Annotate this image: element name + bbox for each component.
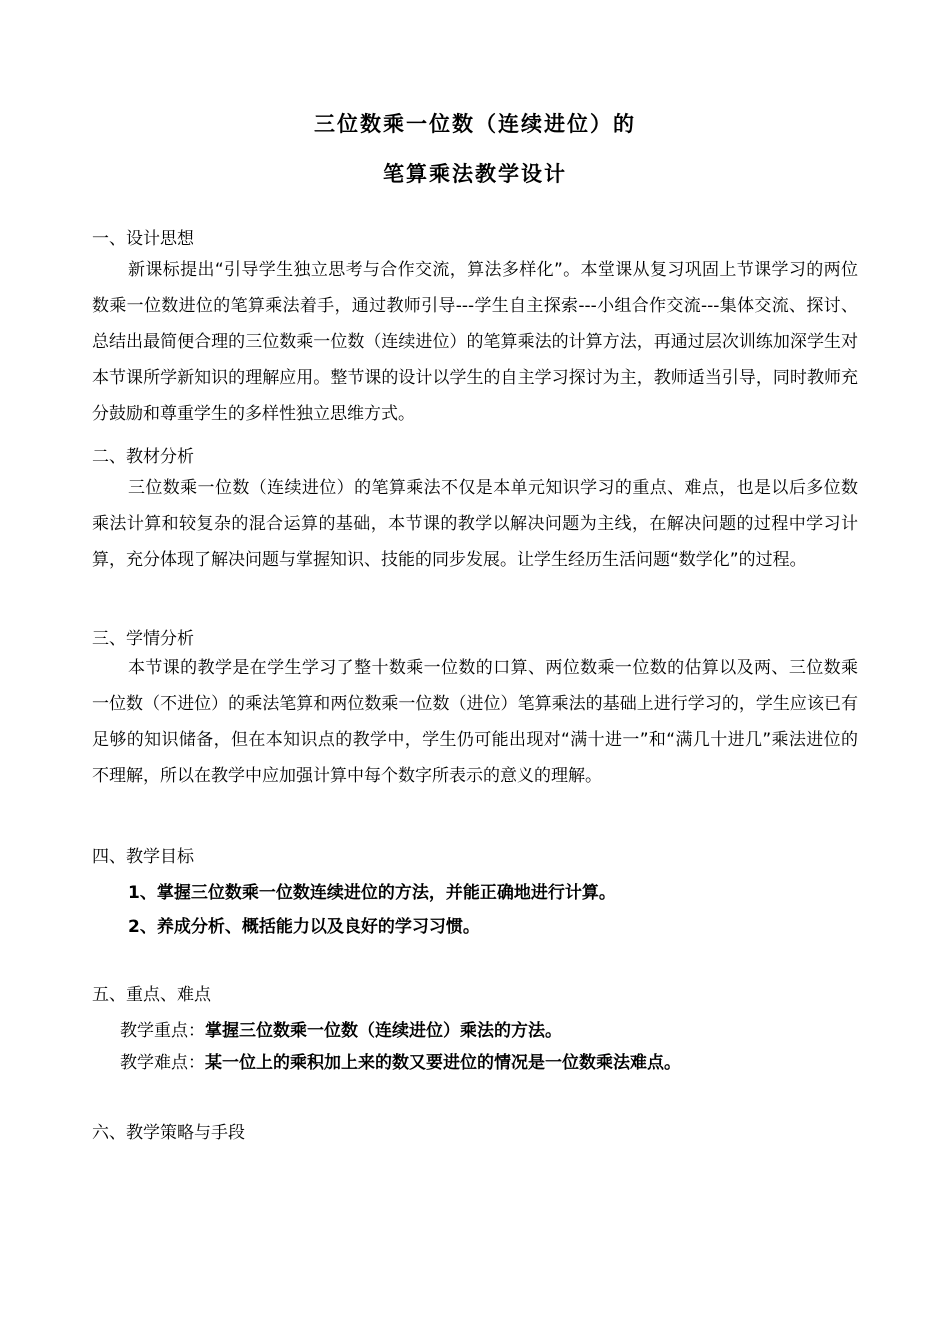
document-title-line2: 笔算乘法教学设计 — [383, 161, 567, 186]
section-paragraph-design-idea: 新课标提出“引导学生独立思考与合作交流，算法多样化”。本堂课从复习巩固上节课学习的两位数乘一位数进位的笔算乘法着手，通过教师引导---学生自主探索---小组合作交流---集体交流、探讨、总结出最简便合理的三位数乘一位数（连续进位）的笔算乘法的计算方法，再通过层次训练加深学生对本节课所学新知识的理解应用。整节课的设计以学生的自主学习探讨为主，教师适当引导，同时教师充分鼓励和尊重学生的多样性独立思维方式。 — [92, 260, 858, 424]
teaching-goal-item: 2、养成分析、概括能力以及良好的学习习惯。 — [128, 917, 480, 937]
key-point-line — [120, 1016, 562, 1041]
difficulty-label: 教学难点： — [120, 1053, 205, 1073]
section-heading-student-analysis: 三、学情分析 — [92, 629, 194, 649]
key-point-text: 掌握三位数乘一位数（连续进位）乘法的方法。 — [205, 1021, 562, 1041]
key-point-label: 教学重点： — [120, 1021, 205, 1041]
section-heading-design-idea: 一、设计思想 — [92, 229, 194, 249]
difficulty-line — [120, 1048, 681, 1073]
section-heading-key-difficult: 五、重点、难点 — [92, 985, 211, 1005]
teaching-goal-item: 1、掌握三位数乘一位数连续进位的方法，并能正确地进行计算。 — [128, 883, 616, 903]
difficulty-text: 某一位上的乘积加上来的数又要进位的情况是一位数乘法难点。 — [205, 1053, 681, 1073]
section-heading-teaching-strategy: 六、教学策略与手段 — [92, 1123, 245, 1143]
document-title-line1: 三位数乘一位数（连续进位）的 — [314, 111, 636, 136]
section-heading-teaching-goals: 四、教学目标 — [92, 847, 194, 867]
section-paragraph-textbook-analysis: 三位数乘一位数（连续进位）的笔算乘法不仅是本单元知识学习的重点、难点，也是以后多位数乘法计算和较复杂的混合运算的基础，本节课的教学以解决问题为主线，在解决问题的过程中学习计算，充分体现了解决问题与掌握知识、技能的同步发展。让学生经历生活问题“数学化”的过程。 — [92, 478, 858, 570]
section-paragraph-student-analysis: 本节课的教学是在学生学习了整十数乘一位数的口算、两位数乘一位数的估算以及两、三位数乘一位数（不进位）的乘法笔算和两位数乘一位数（进位）笔算乘法的基础上进行学习的，学生应该已有足够的知识储备，但在本知识点的教学中，学生仍可能出现对“满十进一”和“满几十进几”乘法进位的不理解，所以在教学中应加强计算中每个数字所表示的意义的理解。 — [92, 658, 858, 786]
section-heading-textbook-analysis: 二、教材分析 — [92, 447, 194, 467]
